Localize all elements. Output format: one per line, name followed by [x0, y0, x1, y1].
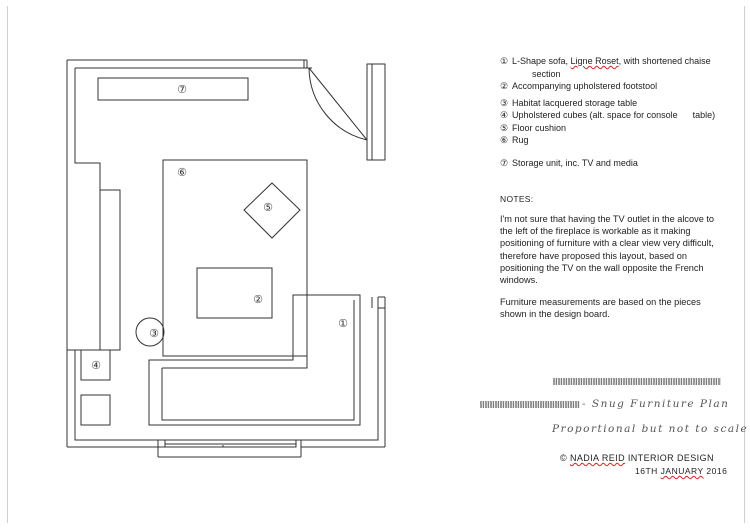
cube-2: [81, 395, 110, 425]
notes-body: [500, 213, 725, 331]
notes-paragraph-1: I'm not sure that having the TV outlet in the alcove to the left of the fireplace is workable as it making positioning of furniture with a clear view very difficult, therefore have proposed this layout, based on positioning the TV on the wall opposite the French windows.: [500, 214, 715, 286]
notes-paragraph-2: Furniture measurements are based on the pieces shown in the design board.: [500, 297, 701, 320]
legend-item-cubes: ④ Upholstered cubes (alt. space for console table): [500, 110, 716, 120]
legend-item-sofa: ① L-Shape sofa, Ligne Roset, with shortened chaise: [500, 56, 711, 66]
label-rug: ⑥: [177, 167, 187, 179]
footstool: [197, 268, 272, 318]
right-wall: [367, 64, 385, 160]
plan-title: - Snug Furniture Plan: [582, 398, 730, 410]
door-swing: [309, 68, 367, 140]
label-sofa: ①: [338, 318, 348, 330]
label-storage-table: ③: [149, 328, 159, 340]
scale-note: Proportional but not to scale: [552, 423, 749, 435]
label-footstool: ②: [253, 294, 263, 306]
outer-wall: [67, 60, 385, 457]
legend-item-sofa-continuation: section: [532, 68, 561, 79]
redacted-line-1: [553, 378, 721, 385]
redacted-line-2: [480, 401, 580, 408]
notes-heading: NOTES:: [500, 194, 534, 204]
legend-item-storage-unit: ⑦ Storage unit, inc. TV and media: [500, 157, 638, 168]
door-frame: [304, 60, 312, 68]
rug: [163, 160, 307, 356]
sofa: [149, 295, 360, 425]
inner-wall: [75, 68, 378, 440]
storage-unit: [98, 78, 248, 100]
label-cushion: ⑤: [263, 202, 273, 214]
furniture-legend: [500, 55, 715, 169]
legend-item-cushion: ⑤ Floor cushion: [500, 122, 567, 133]
bay-window: [158, 440, 301, 447]
legend-item-rug: ⑥ Rug: [500, 135, 529, 145]
legend-item-footstool: ② Accompanying upholstered footstool: [500, 81, 658, 91]
label-cubes: ④: [91, 360, 101, 372]
label-storage-unit: ⑦: [177, 84, 187, 96]
copyright-line: © NADIA REID INTERIOR DESIGN: [560, 453, 714, 463]
legend-item-storage-table: ③ Habitat lacquered storage table: [500, 97, 638, 108]
plan-date: 16TH JANUARY 2016: [635, 466, 728, 476]
